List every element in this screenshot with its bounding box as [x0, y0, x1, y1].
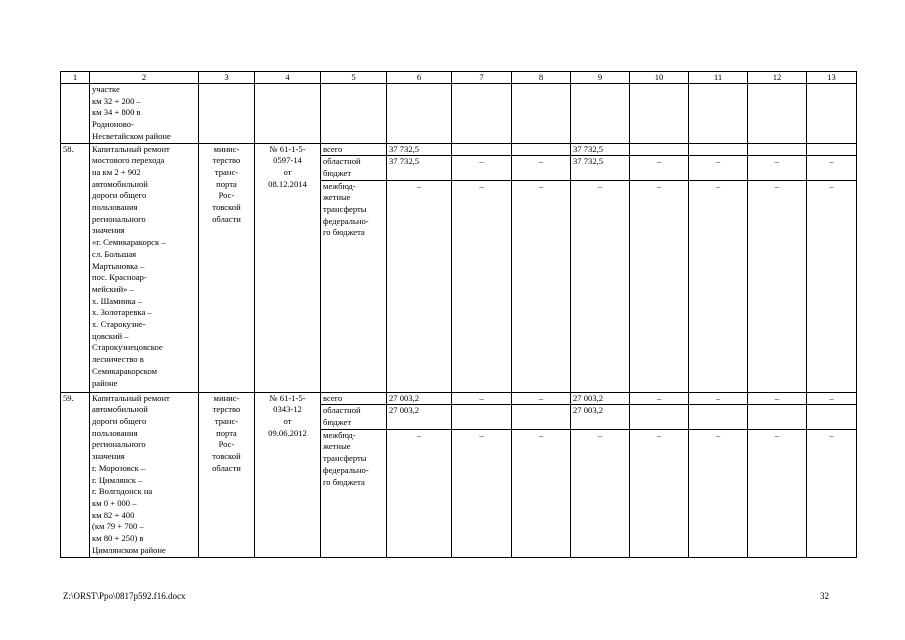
value-cell — [689, 405, 748, 429]
value-cell: 37 732,5 — [387, 156, 452, 180]
column-number-row — [61, 72, 857, 84]
row-number: 59. — [61, 392, 90, 557]
object-name: Капитальный ремонт автомобильной дороги общего пользования регионального значения г. Морозовск – г. Цимлянск – г. Волгодонск на км 0 + 000 – км 82 + 400 (км 79 + 700 – км 80 + 250) в Цимлянском районе — [90, 392, 199, 557]
funding-source-label: областной бюджет — [321, 405, 387, 429]
object-name: Капитальный ремонт мостового перехода на км 2 + 902 автомобильной дороги общего пользования регионального значения «г. Семикаракорск – сл. Большая Мартыновка – пос. Красноар- мейский» – х. Шаминка – х. Золотаревка – х. Старокузне- цовский – Старокузнецовское лесничество в Семикаракорском районе — [90, 143, 199, 392]
column-number: 5 — [321, 72, 387, 84]
value-cell: 27 003,2 — [387, 405, 452, 429]
funding-source-label: межбюд- жетные трансферты федерально- го бюджета — [321, 429, 387, 557]
value-cell: 27 003,2 — [571, 392, 630, 405]
funding-source-label: всего — [321, 392, 387, 405]
value-cell: – — [748, 156, 807, 180]
value-cell — [452, 143, 512, 156]
value-cell — [630, 143, 689, 156]
value-cell: – — [452, 429, 512, 557]
document-ref: № 61-1-5- 0597-14 от 08.12.2014 — [255, 143, 321, 392]
value-cell: – — [630, 429, 689, 557]
column-number: 2 — [90, 72, 199, 84]
document-ref: № 61-1-5- 0343-12 от 09.06.2012 — [255, 392, 321, 557]
value-cell: – — [512, 429, 571, 557]
footer-file-path: Z:\ORST\Ppo\0817p592.f16.docx — [63, 591, 186, 601]
page-number: 32 — [820, 591, 829, 601]
value-cell: – — [452, 156, 512, 180]
value-cell: 37 732,5 — [571, 143, 630, 156]
value-cell: 37 732,5 — [571, 156, 630, 180]
value-cell: – — [387, 429, 452, 557]
value-cell: – — [748, 180, 807, 392]
object-name-continuation: участке км 32 + 200 – км 34 + 800 в Родионово- Несветайском районе — [90, 84, 199, 144]
value-cell: – — [512, 392, 571, 405]
row-number: 58. — [61, 143, 90, 392]
table-row — [61, 143, 857, 156]
value-cell — [807, 405, 857, 429]
column-number: 9 — [571, 72, 630, 84]
value-cell — [748, 143, 807, 156]
column-number: 7 — [452, 72, 512, 84]
column-number: 13 — [807, 72, 857, 84]
value-cell: – — [689, 392, 748, 405]
value-cell: – — [807, 429, 857, 557]
value-cell: – — [630, 156, 689, 180]
funding-source-label: областной бюджет — [321, 156, 387, 180]
value-cell: 27 003,2 — [571, 405, 630, 429]
column-number: 10 — [630, 72, 689, 84]
value-cell — [807, 143, 857, 156]
column-number: 1 — [61, 72, 90, 84]
value-cell: – — [512, 156, 571, 180]
value-cell — [512, 143, 571, 156]
value-cell: – — [689, 180, 748, 392]
column-number: 6 — [387, 72, 452, 84]
value-cell: – — [748, 429, 807, 557]
table-row — [61, 392, 857, 405]
column-number: 4 — [255, 72, 321, 84]
value-cell: – — [807, 156, 857, 180]
responsible-org: минис- терство транс- порта Рос- товской области — [199, 392, 255, 557]
value-cell — [452, 405, 512, 429]
value-cell: – — [452, 392, 512, 405]
value-cell — [689, 143, 748, 156]
continuation-row — [61, 84, 857, 144]
value-cell — [748, 405, 807, 429]
funding-source-label: всего — [321, 143, 387, 156]
value-cell: – — [748, 392, 807, 405]
budget-table — [60, 71, 857, 558]
value-cell: – — [689, 429, 748, 557]
value-cell: – — [630, 180, 689, 392]
responsible-org: минис- терство транс- порта Рос- товской области — [199, 143, 255, 392]
value-cell: – — [807, 180, 857, 392]
value-cell: – — [807, 392, 857, 405]
value-cell: – — [571, 429, 630, 557]
column-number: 12 — [748, 72, 807, 84]
value-cell — [630, 405, 689, 429]
value-cell: – — [571, 180, 630, 392]
value-cell: – — [689, 156, 748, 180]
value-cell: – — [512, 180, 571, 392]
value-cell: 27 003,2 — [387, 392, 452, 405]
column-number: 8 — [512, 72, 571, 84]
column-number: 3 — [199, 72, 255, 84]
value-cell: – — [630, 392, 689, 405]
funding-source-label: межбюд- жетные трансферты федерально- го бюджета — [321, 180, 387, 392]
column-number: 11 — [689, 72, 748, 84]
value-cell — [512, 405, 571, 429]
value-cell: 37 732,5 — [387, 143, 452, 156]
value-cell: – — [452, 180, 512, 392]
value-cell: – — [387, 180, 452, 392]
